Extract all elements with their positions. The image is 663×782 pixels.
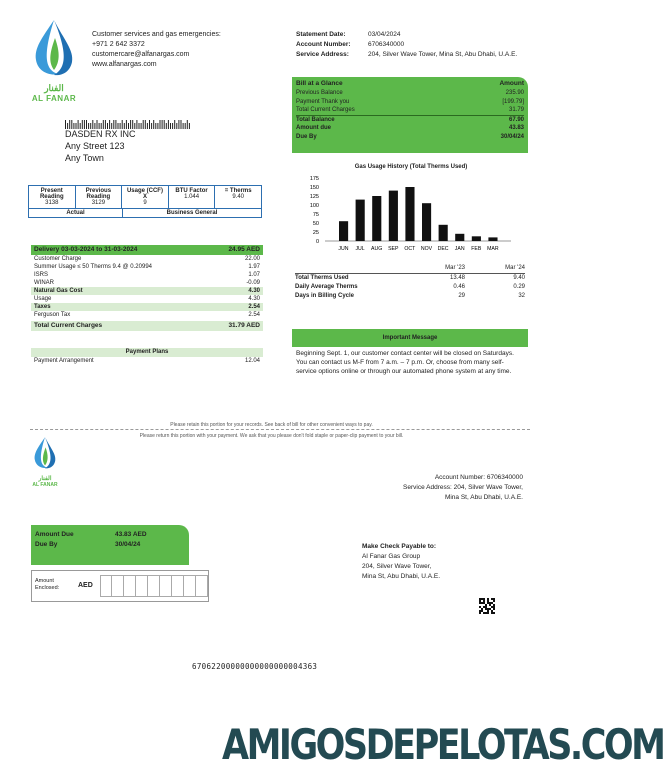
digit-box[interactable]: [172, 575, 184, 597]
stub-amount-due-label: Amount Due: [35, 531, 74, 538]
digit-box[interactable]: [196, 575, 208, 597]
account-number: 6706340000: [368, 41, 405, 48]
delivery-title: Delivery 03-03-2024 to 31-03-2024: [34, 246, 138, 253]
x-tick-label: SEP: [388, 246, 399, 252]
delivery-total: 24.95 AED: [228, 246, 260, 253]
meter-header: = Therms: [224, 188, 252, 194]
retain-note: Please retain this portion for your records. See back of bill for other convenient ways to pay.: [170, 422, 373, 428]
account-number-label: Account Number:: [296, 41, 351, 48]
compare-v2: 9.40: [513, 275, 525, 281]
glance-label: Payment Thank you: [296, 98, 350, 105]
meter-type: Actual: [29, 209, 123, 217]
qr-module: [485, 608, 487, 610]
x-tick-label: OCT: [404, 246, 416, 252]
barcode-bar: [176, 123, 177, 129]
charge-value: 22.00: [244, 256, 260, 262]
barcode-bar: [151, 123, 152, 129]
glance-value: 67.90: [508, 116, 524, 123]
charge-value: 1.97: [248, 264, 260, 270]
ferguson-value: 2.54: [248, 312, 260, 318]
ferguson-label: Ferguson Tax: [34, 312, 71, 318]
payable-line: Al Fanar Gas Group: [362, 553, 421, 560]
statement-date: 03/04/2024: [368, 31, 401, 38]
digit-box[interactable]: [112, 575, 124, 597]
x-tick-label: MAR: [487, 246, 499, 252]
bar: [439, 225, 448, 241]
qr-module: [493, 598, 495, 600]
qr-module: [491, 598, 493, 600]
qr-module: [493, 608, 495, 610]
customer-address: [65, 128, 136, 164]
glance-label: Amount due: [296, 125, 331, 131]
x-tick-label: AUG: [371, 246, 383, 252]
y-tick-label: 125: [309, 194, 319, 200]
bar: [372, 196, 381, 241]
barcode-bar: [181, 120, 182, 129]
barcode-bar: [172, 123, 173, 129]
flame-drop-icon: [28, 18, 80, 78]
payable-line: Mina St, Abu Dhabi, U.A.E.: [362, 573, 441, 580]
stub-account: Account Number: 6706340000: [434, 474, 523, 481]
company-name-ar-small: الفنار: [38, 476, 52, 482]
qr-module: [487, 600, 489, 602]
x-tick-label: JUN: [338, 246, 349, 252]
digit-box[interactable]: [148, 575, 160, 597]
meter-reading-table: [28, 185, 262, 218]
barcode-bar: [145, 120, 146, 129]
x-tick-label: JAN: [454, 246, 465, 252]
qr-module: [479, 610, 481, 612]
barcode-bar: [168, 120, 169, 129]
compare-v1: 29: [458, 293, 465, 299]
qr-module: [481, 602, 483, 604]
qr-module: [479, 598, 481, 600]
stub-due-by-label: Due By: [35, 541, 58, 548]
glance-value: [199.79]: [502, 98, 524, 105]
usage-compare: [295, 264, 525, 301]
compare-label: Daily Average Therms: [295, 284, 358, 290]
important-message: [292, 329, 528, 376]
company-name-en-small: AL FANAR: [32, 482, 58, 488]
barcode-bar: [187, 120, 188, 129]
barcode-bar: [164, 120, 165, 129]
glance-value: 235.90: [505, 90, 524, 96]
company-name-en: AL FANAR: [31, 94, 77, 103]
qr-module: [481, 610, 483, 612]
bar: [472, 236, 481, 241]
qr-module: [489, 602, 491, 604]
qr-module: [487, 610, 489, 612]
statement-info: [296, 30, 517, 60]
qr-module: [493, 612, 495, 614]
enclosed-digit-boxes[interactable]: [100, 575, 208, 597]
return-note: Please return this portion with your payment. We ask that you please don't fold staple or paper-clip payment to your bill.: [139, 433, 404, 439]
payable-to: [362, 542, 440, 582]
bar: [488, 237, 497, 241]
charge-value: -0.09: [246, 280, 260, 286]
qr-module: [483, 612, 485, 614]
barcode-bar: [143, 120, 144, 129]
y-tick-label: 175: [309, 176, 319, 182]
payable-title: Make Check Payable to:: [362, 543, 437, 550]
contact-title: Customer services and gas emergencies:: [92, 31, 221, 38]
bar: [405, 187, 414, 241]
y-tick-label: 0: [315, 239, 319, 245]
tcc-value: 31.79 AED: [228, 322, 260, 329]
plans-title: Payment Plans: [31, 348, 263, 357]
qr-module: [489, 608, 491, 610]
qr-module: [491, 602, 493, 604]
mail-barcode: [65, 116, 195, 125]
barcode-bar: [149, 120, 150, 129]
barcode-bar: [155, 123, 156, 129]
qr-module: [487, 598, 489, 600]
barcode-bar: [185, 123, 186, 129]
plans-label: Payment Arrangement: [34, 358, 94, 364]
qr-module: [483, 600, 485, 602]
barcode-bar: [166, 123, 167, 129]
glance-value: 30/04/24: [500, 133, 524, 140]
charge-value: 1.07: [248, 272, 260, 278]
x-tick-label: NOV: [420, 246, 433, 252]
company-logo-small: [30, 436, 60, 486]
meter-header: Previous Reading: [85, 188, 112, 200]
qr-module: [479, 612, 481, 614]
bill-at-a-glance: [292, 77, 528, 153]
barcode-bar: [170, 123, 171, 129]
contact-phone: +971 2 642 3372: [92, 41, 145, 48]
flame-drop-icon: [30, 436, 60, 470]
digit-box[interactable]: [136, 575, 148, 597]
barcode-bar: [139, 123, 140, 129]
qr-module: [487, 602, 489, 604]
bar: [455, 234, 464, 241]
bar: [389, 191, 398, 241]
x-tick-label: DEC: [437, 246, 449, 252]
glance-label: Previous Balance: [296, 90, 343, 96]
charge-label: Summer Usage ≤ 50 Therms 9.4 @ 0.20994: [34, 264, 152, 270]
glance-value: 43.83: [508, 125, 524, 131]
enclosed-label: Amount Enclosed:: [35, 578, 60, 591]
y-tick-label: 50: [312, 221, 319, 227]
taxes-label: Taxes: [34, 304, 51, 310]
qr-module: [491, 606, 493, 608]
barcode-bar: [157, 123, 158, 129]
customer-street: Any Street 123: [65, 141, 125, 151]
compare-v2: 32: [518, 293, 525, 299]
stub-service-line1: Service Address: 204, Silver Wave Tower,: [403, 484, 523, 491]
payable-line: 204, Silver Wave Tower,: [362, 563, 432, 570]
qr-module: [487, 612, 489, 614]
charge-label: WINAR: [34, 280, 54, 286]
chart-svg: [293, 170, 529, 258]
qr-module: [479, 606, 481, 608]
digit-box[interactable]: [160, 575, 172, 597]
stub-account-block: [403, 473, 523, 503]
meter-rate: Business General: [166, 210, 218, 216]
taxes-value: 2.54: [248, 304, 260, 310]
bar: [422, 203, 431, 241]
qr-module: [489, 604, 491, 606]
plans-value: 12.04: [244, 358, 260, 364]
qr-module: [493, 604, 495, 606]
compare-label: Total Therms Used: [295, 275, 349, 281]
compare-v1: 13.48: [449, 275, 465, 281]
qr-module: [491, 610, 493, 612]
contact-website[interactable]: www.alfanargas.com: [92, 61, 157, 68]
scanline: 67062200000000000000004363: [192, 662, 318, 671]
qr-module: [483, 598, 485, 600]
barcode-bar: [174, 120, 175, 129]
glance-label: Total Balance: [296, 116, 335, 123]
y-tick-label: 100: [309, 203, 319, 209]
qr-module: [483, 602, 485, 604]
y-tick-label: 25: [312, 230, 319, 236]
barcode-bar: [141, 123, 142, 129]
charge-label: Customer Charge: [34, 256, 82, 262]
compare-col2: Mar '24: [505, 265, 525, 271]
customer-name: DASDEN RX INC: [65, 129, 136, 139]
barcode-bar: [136, 120, 137, 129]
compare-v1: 0.46: [453, 284, 465, 290]
digit-box[interactable]: [100, 575, 112, 597]
service-address: 204, Silver Wave Tower, Mina St, Abu Dhabi, U.A.E.: [368, 51, 518, 58]
qr-code: [479, 598, 495, 614]
company-logo: [28, 18, 80, 103]
glance-label: Due By: [296, 133, 317, 140]
usage-label: Usage: [34, 296, 52, 302]
x-tick-label: FEB: [471, 246, 482, 252]
barcode-bar: [178, 120, 179, 129]
tcc-label: Total Current Charges: [34, 322, 103, 329]
barcode-bar: [153, 120, 154, 129]
meter-value: 1.044: [184, 194, 200, 200]
meter-header: Present Reading: [39, 188, 64, 200]
qr-module: [485, 612, 487, 614]
barcode-bar: [162, 120, 163, 129]
usage-history-chart: [293, 164, 529, 260]
stub-due-by-value: 30/04/24: [115, 541, 141, 548]
charge-label: ISRS: [34, 272, 49, 278]
ngc-value: 4.30: [248, 288, 260, 294]
qr-module: [493, 600, 495, 602]
ngc-label: Natural Gas Cost: [34, 288, 83, 294]
meter-value: 9: [143, 200, 147, 206]
digit-box[interactable]: [184, 575, 196, 597]
chart-title: Gas Usage History (Total Therms Used): [354, 164, 468, 170]
cut-line: [30, 429, 530, 430]
statement-date-label: Statement Date:: [296, 31, 346, 38]
qr-module: [483, 606, 485, 608]
amount-enclosed: [31, 570, 209, 602]
barcode-bar: [183, 123, 184, 129]
y-tick-label: 150: [309, 185, 319, 191]
watermark: AMIGOSDEPELOTAS.COM: [222, 722, 663, 770]
barcode-bar: [160, 120, 161, 129]
qr-module: [487, 608, 489, 610]
contact-email[interactable]: customercare@alfanargas.com: [92, 51, 190, 58]
payment-plans: [31, 348, 263, 366]
compare-col1: Mar '23: [445, 265, 465, 271]
qr-module: [485, 606, 487, 608]
delivery-charges: [31, 245, 263, 331]
enclosed-currency: AED: [78, 582, 93, 589]
message-title: Important Message: [292, 329, 528, 347]
compare-label: Days in Billing Cycle: [295, 293, 355, 299]
glance-label: Total Current Charges: [296, 107, 355, 113]
meter-value: 3129: [91, 200, 106, 206]
barcode-bar: [147, 123, 148, 129]
compare-v2: 0.29: [513, 284, 525, 290]
stub-amount-due: [31, 525, 189, 565]
company-name-ar: الفنار: [44, 83, 64, 93]
digit-box[interactable]: [124, 575, 136, 597]
contact-block: [92, 30, 221, 70]
qr-module: [479, 602, 481, 604]
customer-town: Any Town: [65, 153, 104, 163]
meter-header: Usage (CCF) X: [126, 188, 163, 200]
service-address-label: Service Address:: [296, 51, 349, 58]
barcode-bar: [189, 123, 190, 129]
x-tick-label: JUL: [355, 246, 365, 252]
qr-module: [481, 598, 483, 600]
usage-value: 4.30: [248, 296, 260, 302]
glance-value: 31.79: [508, 107, 524, 113]
y-tick-label: 75: [312, 212, 319, 218]
qr-module: [481, 608, 483, 610]
meter-value: 9.40: [232, 194, 245, 200]
glance-amount-header: Amount: [499, 80, 524, 87]
qr-module: [493, 606, 495, 608]
stub-service-line2: Mina St, Abu Dhabi, U.A.E.: [444, 494, 523, 501]
qr-module: [485, 604, 487, 606]
bar: [356, 200, 365, 241]
qr-module: [491, 612, 493, 614]
bar: [339, 221, 348, 241]
message-text: Beginning Sept. 1, our customer contact center will be closed on Saturdays. You can contact us M-F from 7 a.m. – 7 p.m. Or, choose from many self-service options online or through our automated phone system at any time.: [296, 350, 514, 375]
qr-module: [479, 600, 481, 602]
stub-amount-due-value: 43.83 AED: [115, 531, 147, 538]
meter-header: BTU Factor: [175, 188, 208, 194]
meter-value: 3138: [45, 200, 59, 206]
glance-title: Bill at a Glance: [296, 80, 343, 87]
